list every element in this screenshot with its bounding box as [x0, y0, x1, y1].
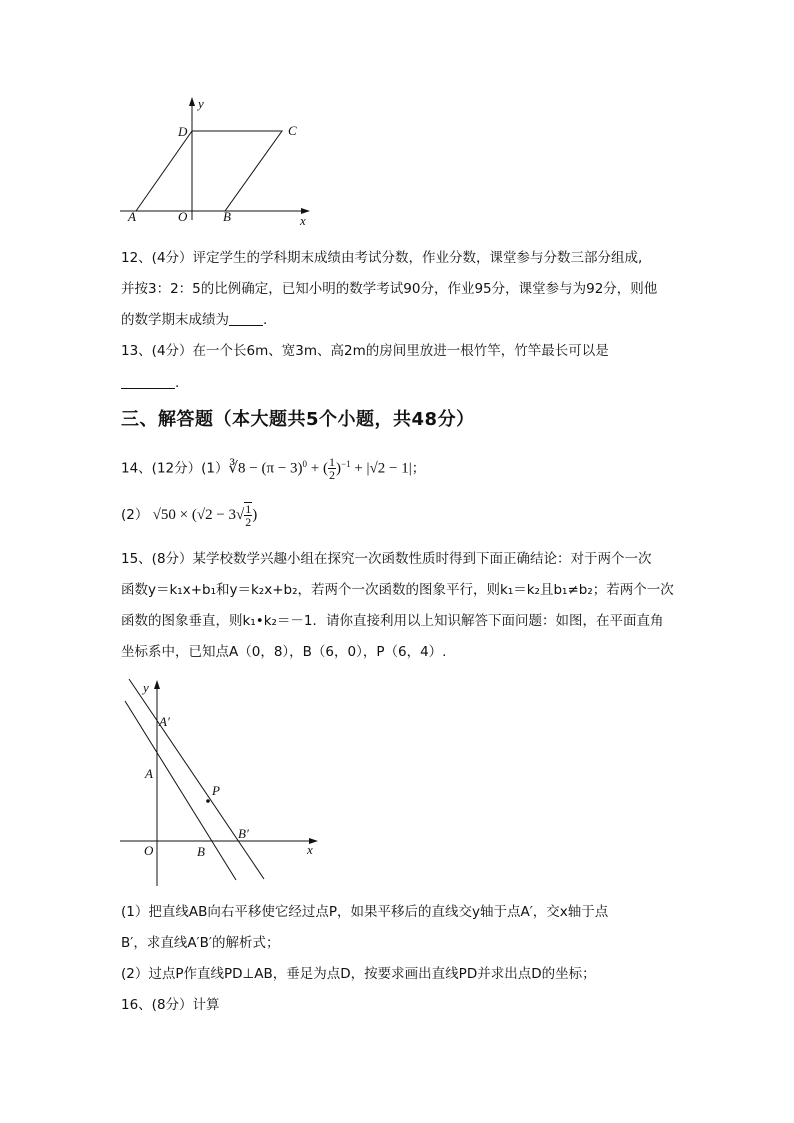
q14-part2 [121, 497, 257, 533]
label-b: B [223, 209, 231, 224]
q13-end: . [175, 375, 180, 391]
q14-part2-label: (2） [121, 507, 149, 523]
fig2-label-b1: B′ [238, 826, 249, 841]
q15-line3: 函数的图象垂直，则k₁•k₂＝－1．请你直接利用以上知识解答下面问题：如图，在平面直角 [121, 613, 664, 629]
q14-plus: + ( [307, 460, 328, 477]
q15-sub2: (2）过点P作直线PD⊥AB，垂足为点D，按要求画出直线PD并求出点D的坐标； [121, 966, 596, 982]
q14-part2-frac-den: 2 [245, 515, 252, 529]
q14-close-paren: ) [336, 460, 341, 477]
label-y: y [198, 96, 204, 111]
label-x: x [300, 213, 306, 228]
q15-sub1-line2: B′，求直线A′B′的解析式； [121, 935, 280, 951]
label-o: O [178, 209, 188, 224]
q14-expr-a: ∛8 − (π − 3) [228, 460, 303, 477]
figure-coordinate-lines [114, 674, 324, 892]
q14-part1 [121, 447, 425, 481]
fig2-label-y: y [143, 680, 149, 695]
q14-label: 14、(12分）(1） [121, 460, 229, 477]
q15-line2: 函数y＝k₁x+b₁和y＝k₂x+b₂，若两个一次函数的图象平行，则k₁＝k₂且b₁≠b₂；若两个一次 [121, 582, 674, 598]
q15-line4: 坐标系中，已知点A（0，8），B（6，0），P（6，4）. [121, 644, 447, 660]
fig2-label-o: O [144, 843, 154, 858]
q14-part2-expr: √50 × (√2 − 3 [152, 507, 237, 523]
label-a: A [128, 209, 136, 224]
q13-line1: 13、(4分）在一个长6m、宽3m、高2m的房间里放进一根竹竿，竹竿最长可以是 [121, 343, 609, 359]
q12-line3-text: 的数学期末成绩为 [121, 312, 229, 328]
q14-exp0: 0 [302, 459, 308, 469]
q14-frac-half [328, 456, 336, 481]
q15-line1: 15、(8分）某学校数学兴趣小组在探究一次函数性质时得到下面正确结论：对于两个一次 [121, 551, 652, 567]
q14-part2-sqrt: √ [236, 507, 245, 523]
fig2-label-b: B [197, 844, 205, 859]
q14-end: ； [411, 460, 426, 477]
y-axis-arrow [189, 97, 195, 106]
q14-exp-neg1: −1 [341, 459, 351, 469]
figure-parallelogram [110, 92, 320, 232]
q14-frac-den: 2 [329, 468, 335, 482]
fig2-label-x: x [307, 842, 313, 857]
label-c: C [288, 123, 297, 138]
fig2-label-p: P [212, 783, 220, 798]
q12-line1: 12、(4分）评定学生的学科期末成绩由考试分数，作业分数，课堂参与分数三部分组成, [121, 250, 643, 266]
fig2-label-a: A [145, 766, 153, 781]
label-d: D [178, 124, 188, 139]
q13-answer-blank[interactable] [121, 374, 175, 389]
q14-frac-num: 1 [329, 455, 335, 469]
fig2-y-axis-arrow [154, 680, 160, 689]
section-3-title: 三、解答题（本大题共5个小题，共48分） [121, 409, 475, 430]
q12-line3 [121, 310, 267, 330]
q12-line2: 并按3：2：5的比例确定，已知小明的数学考试90分，作业95分，课堂参与为92分，则他 [121, 281, 658, 297]
q12-end: . [263, 312, 268, 328]
q13-line2 [121, 373, 179, 393]
fig2-label-a1: A′ [159, 714, 170, 729]
point-p-dot [206, 799, 210, 803]
q16-label: 16、(8分）计算 [121, 997, 220, 1013]
q14-part2-frac-num: 1 [245, 502, 252, 516]
q14-part2-end: ) [252, 507, 258, 523]
q14-abs: + |√2 − 1| [350, 460, 412, 477]
q15-sub1-line1: (1）把直线AB向右平移使它经过点P，如果平移后的直线交y轴于点A′，交x轴于点 [121, 904, 609, 920]
q12-answer-blank[interactable] [229, 311, 263, 326]
parallelogram-abcd [136, 131, 282, 211]
